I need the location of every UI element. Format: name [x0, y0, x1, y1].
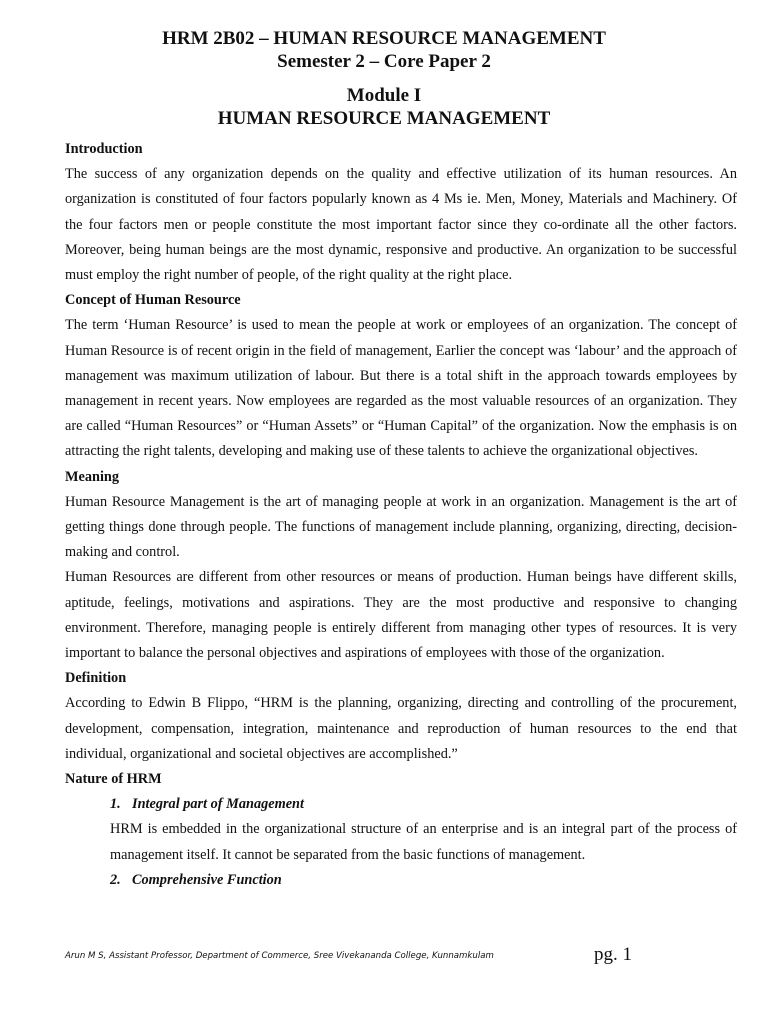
footer-credit: Arun M S, Assistant Professor, Department of Commerce, Sree Vivekananda College, Kunnamkulam	[65, 951, 494, 961]
list-item-body: HRM is embedded in the organizational structure of an enterprise and is an integral part of the process of management itself. It cannot be separated from the basic functions of management.	[110, 821, 737, 863]
semester-subtitle: Semester 2 – Core Paper 2	[277, 51, 491, 72]
paragraph-meaning-2: Human Resources are different from other resources or means of production. Human beings have different skills, aptitude, feelings, motivations and aspirations. They are the most productive and responsive to changing environment. Therefore, managing people is entirely different from managing other types of resources. It is very important to balance the personal objectives and aspirations of employees with those of the organization.	[65, 569, 737, 662]
list-item	[65, 868, 737, 893]
section-title-definition: Definition	[65, 670, 127, 687]
document-body	[65, 137, 737, 893]
list-item-number: 2.	[110, 871, 121, 888]
list-item-title: Integral part of Management	[132, 796, 304, 813]
list-item-heading	[110, 872, 282, 888]
list-item	[65, 792, 737, 868]
page-footer	[65, 944, 737, 968]
paragraph-concept: The term ‘Human Resource’ is used to mean the people at work or employees of an organization. The concept of Human Resource is of recent origin in the field of management, Earlier the concept was ‘labour’ and the approach of management was maximum utilization of labour. But there is a total shift in the approach towards employees by management in recent years. Now employees are regarded as the most valuable resources of an organization. They are called “Human Resources” or “Human Assets” or “Human Capital” of the organization. Now the emphasis is on attracting the right talents, developing and making use of these talents to achieve the organizational objectives.	[65, 317, 737, 460]
module-subtitle: HUMAN RESOURCE MANAGEMENT	[217, 108, 551, 129]
section-title-meaning: Meaning	[65, 468, 120, 485]
section-title-introduction: Introduction	[65, 141, 143, 157]
list-item-heading	[110, 796, 304, 812]
page-number: pg. 1	[594, 944, 632, 965]
nature-list	[65, 792, 737, 893]
section-title-concept: Concept of Human Resource	[65, 292, 241, 309]
section-title-nature: Nature of HRM	[65, 771, 162, 788]
paragraph-definition: According to Edwin B Flippo, “HRM is the planning, organizing, directing and controlling of the procurement, development, compensation, integration, maintenance and reproduction of human resources to the end that individual, organizational and societal objectives are accomplished.”	[65, 695, 737, 762]
course-title: HRM 2B02 – HUMAN RESOURCE MANAGEMENT	[162, 28, 606, 49]
paragraph-introduction: The success of any organization depends on the quality and effective utilization of its human resources. An organization is constituted of four factors popularly known as 4 Ms ie. Men, Money, Materials and Machinery. Of the four factors men or people constitute the most important factor since they co-ordinate all the other factors. Moreover, being human beings are the most dynamic, responsive and productive. An organization to be successful must employ the right number of people, of the right quality at the right place.	[65, 166, 737, 284]
list-item-number: 1.	[110, 796, 121, 813]
list-item-title: Comprehensive Function	[132, 871, 282, 888]
paragraph-meaning-1: Human Resource Management is the art of managing people at work in an organization. Management is the art of getting things done through people. The functions of management include planning, organizing, directing, decision-making and control.	[65, 493, 737, 561]
module-title: Module I	[346, 85, 422, 106]
